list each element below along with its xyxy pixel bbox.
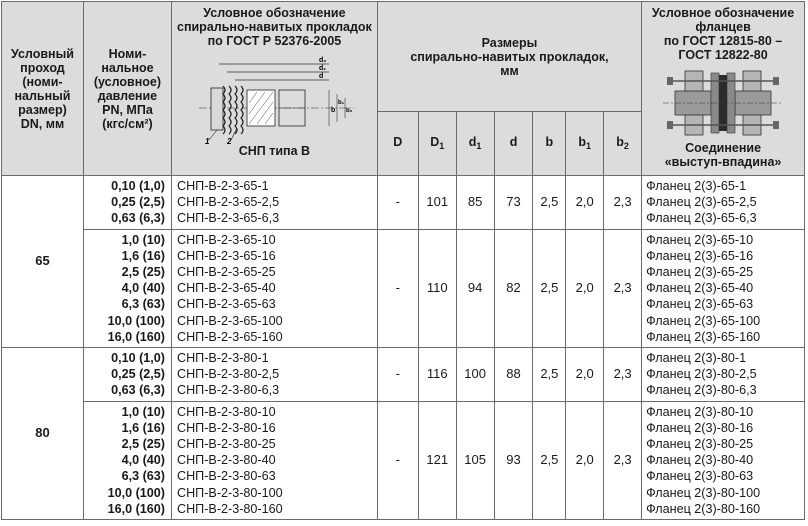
gasket-designation-line: СНП-В-2-3-65-6,3 bbox=[176, 211, 280, 226]
header-line: мм bbox=[500, 63, 519, 78]
pressure-line: 10,0 (100) bbox=[107, 313, 165, 328]
dimension-cell: 82 bbox=[494, 229, 533, 347]
dimension-cell: 101 bbox=[418, 176, 456, 230]
dim-col-symbol: d bbox=[509, 134, 518, 149]
flange-designation-line: Фланец 2(3)-65-6,3 bbox=[646, 211, 757, 226]
dimension-cell: 110 bbox=[418, 229, 456, 347]
pressure-cell bbox=[83, 348, 171, 402]
dim-col-symbol: D bbox=[430, 134, 440, 149]
label-b: b bbox=[331, 107, 336, 114]
label-1: 1 bbox=[205, 137, 210, 146]
dim-col-header bbox=[418, 112, 456, 176]
dimension-cell: 2,5 bbox=[533, 176, 566, 230]
dim-col-symbol: d bbox=[468, 134, 477, 149]
dim-col-subscript: 2 bbox=[623, 140, 629, 151]
pressure-line: 4,0 (40) bbox=[121, 453, 165, 468]
gasket-designation-cell bbox=[171, 229, 377, 347]
flange-designation-line: Фланец 2(3)-65-1 bbox=[646, 179, 747, 193]
label-d1: d₁ bbox=[319, 65, 327, 72]
dimension-cell: 2,5 bbox=[533, 401, 566, 519]
header-line: проход bbox=[20, 60, 65, 75]
gasket-drawing bbox=[179, 50, 369, 146]
pressure-line: 0,10 (1,0) bbox=[111, 179, 165, 193]
gasket-designation-line: СНП-В-2-3-80-16 bbox=[176, 420, 276, 435]
dim-col-symbol: b bbox=[545, 134, 554, 149]
label-b2: b₂ bbox=[346, 108, 353, 114]
pressure-cell bbox=[83, 229, 171, 347]
pressure-line: 16,0 (160) bbox=[107, 501, 165, 516]
pressure-line: 1,6 (16) bbox=[121, 248, 165, 263]
dimension-cell: 2,3 bbox=[604, 348, 642, 402]
flange-designation-line: Фланец 2(3)-80-6,3 bbox=[646, 383, 757, 398]
gasket-designation-cell bbox=[171, 176, 377, 230]
flange-designation-line: Фланец 2(3)-80-63 bbox=[646, 469, 754, 484]
header-line: ГОСТ 12822-80 bbox=[678, 48, 768, 62]
header-line: Соединение bbox=[685, 141, 762, 155]
flange-designation-line: Фланец 2(3)-80-100 bbox=[646, 485, 761, 500]
flange-designation-cell bbox=[642, 229, 805, 347]
dimension-cell: - bbox=[377, 401, 418, 519]
dimension-cell: 88 bbox=[494, 348, 533, 402]
header-line: «выступ-впадина» bbox=[664, 155, 782, 169]
dn-header bbox=[2, 2, 84, 176]
dim-col-header bbox=[604, 112, 642, 176]
flange-designation-line: Фланец 2(3)-65-10 bbox=[646, 232, 754, 247]
dim-col-subscript: 1 bbox=[476, 140, 482, 151]
dim-col-header bbox=[494, 112, 533, 176]
pressure-line: 2,5 (25) bbox=[121, 265, 165, 280]
header-line: по ГОСТ Р 52376-2005 bbox=[207, 34, 342, 48]
flange-designation-line: Фланец 2(3)-80-160 bbox=[646, 501, 761, 516]
dim-col-header bbox=[533, 112, 566, 176]
flange-designation-line: Фланец 2(3)-65-100 bbox=[646, 313, 761, 328]
header-line: Размеры bbox=[481, 35, 538, 50]
pressure-line: 4,0 (40) bbox=[121, 281, 165, 296]
gasket-designation-cell bbox=[171, 348, 377, 402]
flange-designation-line: Фланец 2(3)-65-160 bbox=[646, 329, 761, 344]
pressure-line: 0,25 (2,5) bbox=[111, 195, 165, 210]
header-line: давление bbox=[97, 88, 158, 103]
dimension-cell: 2,3 bbox=[604, 176, 642, 230]
dimension-cell: 2,5 bbox=[533, 229, 566, 347]
dim-col-header bbox=[377, 112, 418, 176]
flange-header-text bbox=[642, 6, 804, 62]
flange-designation-line: Фланец 2(3)-80-1 bbox=[646, 351, 747, 366]
dimension-cell: 73 bbox=[494, 176, 533, 230]
dimension-cell: 121 bbox=[418, 401, 456, 519]
header-line: спирально-навитых прокладок, bbox=[410, 49, 609, 64]
pressure-line: 16,0 (160) bbox=[107, 329, 165, 344]
pressure-line: 0,63 (6,3) bbox=[111, 211, 165, 226]
gasket-designation-line: СНП-В-2-3-80-63 bbox=[176, 469, 276, 484]
pressure-line: 0,25 (2,5) bbox=[111, 367, 165, 382]
gasket-designation-line: СНП-В-2-3-65-1 bbox=[176, 179, 269, 193]
header-line: Условное обозначение bbox=[203, 6, 346, 20]
flange-designation-line: Фланец 2(3)-65-2,5 bbox=[646, 195, 757, 210]
flange-designation-line: Фланец 2(3)-80-16 bbox=[646, 420, 754, 435]
dim-col-symbol: D bbox=[393, 134, 403, 149]
dim-col-subscript: 1 bbox=[585, 140, 591, 151]
flange-designation-cell bbox=[642, 176, 805, 230]
dimension-cell: 2,0 bbox=[566, 176, 604, 230]
dimension-cell: 105 bbox=[456, 401, 494, 519]
dim-col-symbol: b bbox=[616, 134, 624, 149]
dn-cell: 65 bbox=[2, 176, 84, 348]
dimension-cell: 2,0 bbox=[566, 348, 604, 402]
header-line: по ГОСТ 12815-80 – bbox=[663, 34, 783, 48]
header-line: PN, МПа bbox=[102, 102, 153, 117]
gasket-designation-line: СНП-В-2-3-65-100 bbox=[176, 313, 283, 328]
header-line: размер) bbox=[18, 102, 67, 117]
table-row bbox=[2, 401, 805, 519]
dims-header bbox=[377, 2, 641, 112]
header-line: нальное bbox=[101, 60, 154, 75]
gasket-designation-line: СНП-В-2-3-65-2,5 bbox=[176, 195, 280, 210]
flange-designation-line: Фланец 2(3)-65-25 bbox=[646, 265, 754, 280]
flange-designation-line: Фланец 2(3)-65-40 bbox=[646, 281, 754, 296]
flange-designation-line: Фланец 2(3)-80-2,5 bbox=[646, 367, 757, 382]
header-line: Условный bbox=[10, 46, 74, 61]
gasket-designation-line: СНП-В-2-3-80-6,3 bbox=[176, 383, 280, 398]
gasket-designation-line: СНП-В-2-3-80-2,5 bbox=[176, 367, 280, 382]
gasket-designation-line: СНП-В-2-3-65-25 bbox=[176, 265, 276, 280]
header-line: Номи- bbox=[108, 46, 147, 61]
gasket-designation-line: СНП-В-2-3-65-63 bbox=[176, 297, 276, 312]
gasket-designation-line: СНП-В-2-3-65-160 bbox=[176, 329, 283, 344]
dimension-cell: 100 bbox=[456, 348, 494, 402]
gasket-header-text bbox=[172, 6, 377, 48]
table-row bbox=[2, 176, 805, 230]
dimension-cell: - bbox=[377, 348, 418, 402]
gasket-designation-line: СНП-В-2-3-80-10 bbox=[176, 404, 276, 419]
dimension-cell: 116 bbox=[418, 348, 456, 402]
dn-header-text bbox=[2, 47, 83, 131]
pressure-line: 1,0 (10) bbox=[121, 232, 165, 247]
dimension-cell: - bbox=[377, 229, 418, 347]
spiral-windings bbox=[223, 86, 243, 134]
pn-header bbox=[83, 2, 171, 176]
dim-col-symbol: b bbox=[578, 134, 586, 149]
pressure-line: 1,0 (10) bbox=[121, 404, 165, 419]
dims-header-text bbox=[378, 36, 641, 78]
flange-designation-line: Фланец 2(3)-65-16 bbox=[646, 248, 754, 263]
pressure-line: 10,0 (100) bbox=[107, 485, 165, 500]
pressure-line: 2,5 (25) bbox=[121, 437, 165, 452]
table-row bbox=[2, 348, 805, 402]
pressure-line: 6,3 (63) bbox=[121, 469, 165, 484]
flange-drawing bbox=[663, 63, 783, 141]
label-b1: b₁ bbox=[338, 100, 345, 106]
flange-designation-line: Фланец 2(3)-65-63 bbox=[646, 297, 754, 312]
header-line: (номи- bbox=[22, 74, 63, 89]
gasket-designation-line: СНП-В-2-3-80-40 bbox=[176, 453, 276, 468]
gasket-designation-cell bbox=[171, 401, 377, 519]
flange-designation-line: Фланец 2(3)-80-25 bbox=[646, 437, 754, 452]
header-line: нальный bbox=[14, 88, 71, 103]
header-line: DN, мм bbox=[20, 116, 65, 131]
gasket-designation-line: СНП-В-2-3-80-25 bbox=[176, 437, 276, 452]
gasket-spec-table bbox=[1, 1, 805, 520]
flange-designation-cell bbox=[642, 401, 805, 519]
dimension-cell: 2,0 bbox=[566, 229, 604, 347]
pressure-line: 1,6 (16) bbox=[121, 420, 165, 435]
dimension-cell: 2,0 bbox=[566, 401, 604, 519]
dimension-cell: 2,3 bbox=[604, 229, 642, 347]
dimension-cell: 85 bbox=[456, 176, 494, 230]
dimension-cell: 2,3 bbox=[604, 401, 642, 519]
header-line: (условное) bbox=[93, 74, 162, 89]
gasket-designation-line: СНП-В-2-3-65-16 bbox=[176, 248, 276, 263]
header-line: Условное обозначение bbox=[651, 6, 795, 20]
label-d2: d₂ bbox=[319, 57, 327, 64]
table-body bbox=[2, 176, 805, 520]
pressure-line: 6,3 (63) bbox=[121, 297, 165, 312]
gasket-designation-line: СНП-В-2-3-65-40 bbox=[176, 281, 276, 296]
dimension-cell: - bbox=[377, 176, 418, 230]
header-line: спирально-навитых прокладок bbox=[177, 20, 372, 34]
header-line: (кгс/см²) bbox=[102, 116, 153, 131]
pressure-line: 0,10 (1,0) bbox=[111, 351, 165, 366]
dim-col-subscript: 1 bbox=[439, 140, 445, 151]
flange-designation-cell bbox=[642, 348, 805, 402]
gasket-designation-line: СНП-В-2-3-80-160 bbox=[176, 501, 283, 516]
label-2: 2 bbox=[227, 137, 232, 146]
dim-col-header bbox=[566, 112, 604, 176]
pressure-cell bbox=[83, 401, 171, 519]
dim-col-header bbox=[456, 112, 494, 176]
gasket-designation-line: СНП-В-2-3-80-1 bbox=[176, 351, 269, 366]
pn-header-text bbox=[84, 47, 171, 131]
label-d: d bbox=[319, 73, 324, 80]
flange-designation-line: Фланец 2(3)-80-10 bbox=[646, 404, 754, 419]
gasket-designation-line: СНП-В-2-3-80-100 bbox=[176, 485, 283, 500]
dimension-cell: 94 bbox=[456, 229, 494, 347]
outer-ring bbox=[211, 88, 223, 130]
pressure-cell bbox=[83, 176, 171, 230]
gasket-designation-line: СНП-В-2-3-65-10 bbox=[176, 232, 276, 247]
dimension-cell: 2,5 bbox=[533, 348, 566, 402]
gasket-type-label: СНП типа В bbox=[238, 144, 311, 158]
flange-designation-line: Фланец 2(3)-80-40 bbox=[646, 453, 754, 468]
gasket-header bbox=[171, 2, 377, 176]
pressure-line: 0,63 (6,3) bbox=[111, 383, 165, 398]
flange-header bbox=[642, 2, 805, 176]
dimension-cell: 93 bbox=[494, 401, 533, 519]
dn-cell: 80 bbox=[2, 348, 84, 520]
connection-type-label bbox=[642, 141, 804, 169]
table-row bbox=[2, 229, 805, 347]
header-line: фланцев bbox=[695, 20, 751, 34]
